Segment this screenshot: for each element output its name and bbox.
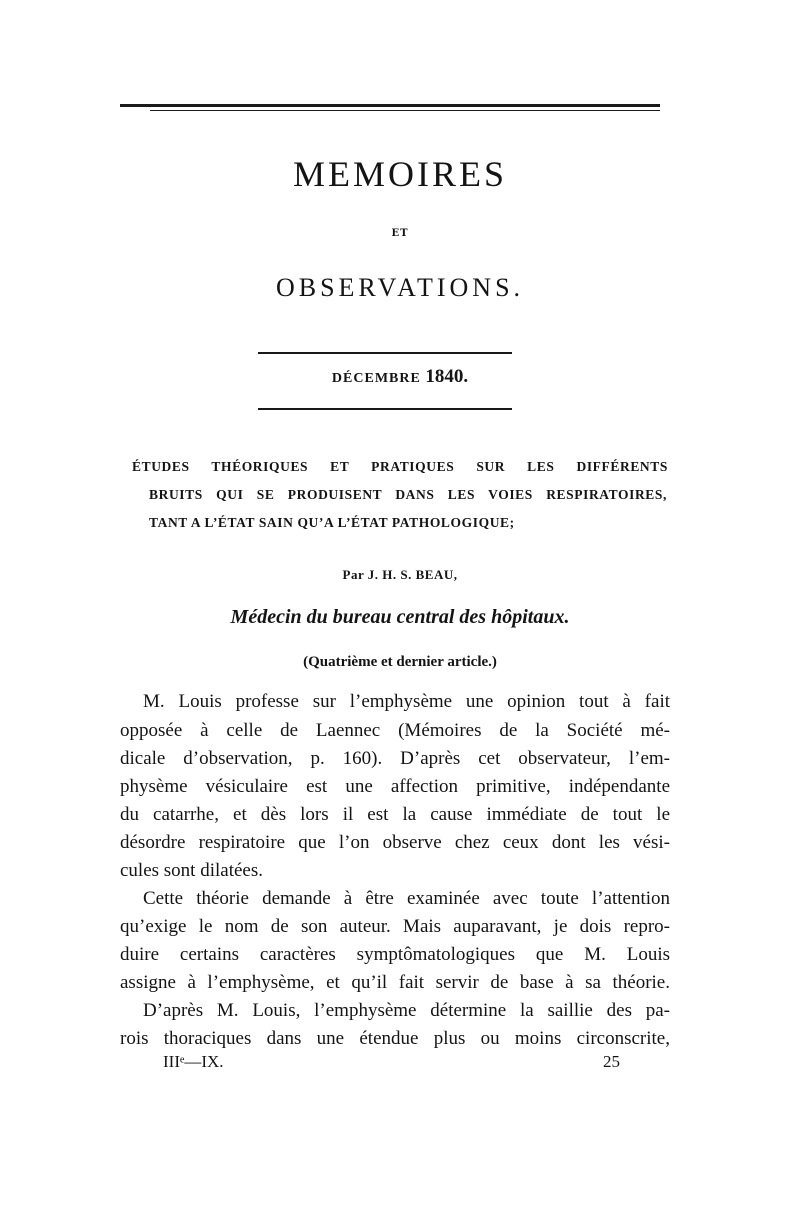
date-rule-top [258,352,512,354]
article-author: Par J. H. S. BEAU, [342,567,458,582]
body-text-line: Cette théorie demande à être examinée avec toute l’attention [143,888,670,909]
section-conjunction: ET [391,228,409,239]
top-rule-thick [120,104,660,107]
body-text-line: M. Louis professe sur l’emphysème une opinion tout à fait [143,691,670,712]
body-text-line: dicale d’observation, p. 160). D’après cet observateur, l’em- [120,748,670,769]
body-text-line: du catarrhe, et dès lors il est la cause immédiate de tout le [120,804,670,825]
article-title-line: ÉTUDES THÉORIQUES ET PRATIQUES SUR LES DIFFÉRENTS [132,459,668,474]
body-text-line: assigne à l’emphysème, et qu’il fait servir de base à sa théorie. [120,972,670,993]
body-text-line: désordre respiratoire que l’on observe chez ceux dont les vési- [120,832,670,853]
issue-month: DÉCEMBRE [331,371,421,386]
issue-year: 1840. [425,366,469,387]
body-text-line: cules sont dilatées. [120,860,263,881]
section-subtitle: OBSERVATIONS. [275,273,525,302]
article-note: (Quatrième et dernier article.) [303,654,497,670]
section-title: MEMOIRES [292,154,508,194]
issue-date [0,366,800,388]
body-text-line: D’après M. Louis, l’emphysème détermine la saillie des pa- [143,1000,670,1021]
signature-mark: IIIᵉ—IX. [163,1052,224,1071]
body-text-line: opposée à celle de Laennec (Mémoires de la Société mé- [120,720,670,741]
top-rule-thin [150,110,660,111]
page-number: 25 [603,1052,620,1071]
article-title-line: BRUITS QUI SE PRODUISENT DANS LES VOIES RESPIRATOIRES, [149,487,667,502]
body-text-line: rois thoraciques dans une étendue plus ou moins circonscrite, [120,1028,670,1049]
body-text-line: qu’exige le nom de son auteur. Mais auparavant, je dois repro- [120,916,670,937]
body-text-line: physème vésiculaire est une affection primitive, indépendante [120,776,670,797]
article-title-line: TANT A L’ÉTAT SAIN QU’A L’ÉTAT PATHOLOGIQUE; [149,515,515,530]
body-text-line: duire certains caractères symptômatologiques que M. Louis [120,944,670,965]
author-affiliation: Médecin du bureau central des hôpitaux. [230,606,570,628]
date-rule-bottom [258,408,512,410]
